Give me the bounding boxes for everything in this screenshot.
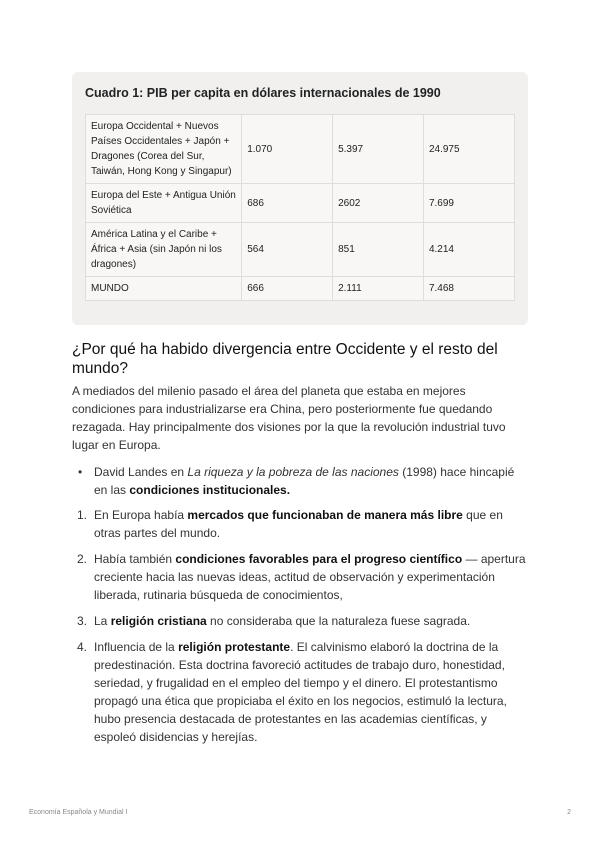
- table-cell-region: Europa Occidental + Nuevos Países Occidentales + Japón + Dragones (Corea del Sur, Taiwán, Hong Kong y Singapur): [86, 115, 242, 184]
- item-text-pre: Había también: [94, 552, 176, 566]
- gdp-table: [85, 114, 515, 301]
- table-card: [72, 72, 528, 325]
- table-cell-value: 851: [333, 223, 424, 277]
- footer-page-number: 2: [567, 809, 571, 816]
- book-title: La riqueza y la pobreza de las naciones: [187, 465, 399, 479]
- bullet-text-pre: David Landes en: [94, 465, 188, 479]
- table-cell-value: 686: [242, 184, 333, 223]
- item-text-bold: mercados que funcionaban de manera más libre: [187, 508, 463, 522]
- item-text-post: . El calvinismo elaboró la doctrina de la predestinación. Esta doctrina favoreció actitudes de trabajo duro, honestidad, seriedad, y frugalidad en el empleo del tiempo y el dinero. El protestantismo propagó una ética que propiciaba el éxito en los negocios, estimuló la lectura, hubo presencia destacada de protestantes en las academias científicas, y espoleó disidencias y herejías.: [94, 640, 507, 744]
- item-text-bold: condiciones favorables para el progreso científico: [175, 552, 463, 566]
- list-item: [72, 506, 528, 542]
- table-cell-value: 24.975: [423, 115, 514, 184]
- table-row: [86, 277, 515, 301]
- list-item: [72, 612, 528, 630]
- table-cell-value: 7.468: [423, 277, 514, 301]
- table-cell-value: 7.699: [423, 184, 514, 223]
- list-item: [72, 463, 528, 499]
- item-text-post: — apertura creciente hacia las nuevas ideas, actitud de observación y experimentación liberada, rutinaria búsqueda de conocimientos,: [94, 552, 526, 602]
- item-number: 2.: [77, 552, 88, 566]
- table-row: [86, 223, 515, 277]
- item-text-pre: Influencia de la: [94, 640, 179, 654]
- numbered-list: [72, 506, 528, 754]
- table-row: [86, 184, 515, 223]
- table-cell-region: Europa del Este + Antigua Unión Soviética: [86, 184, 242, 223]
- item-text-bold: religión cristiana: [110, 614, 207, 628]
- item-number: 3.: [77, 614, 88, 628]
- table-cell-value: 666: [242, 277, 333, 301]
- item-text-pre: La: [94, 614, 111, 628]
- bullet-marker: •: [78, 465, 83, 479]
- footer-course-name: Economía Española y Mundial I: [29, 809, 128, 816]
- table-cell-value: 4.214: [423, 223, 514, 277]
- item-text-post: que en otras partes del mundo.: [94, 508, 503, 540]
- bullet-list: [72, 463, 528, 499]
- item-text-post: no consideraba que la naturaleza fuese sagrada.: [206, 614, 471, 628]
- bullet-text-mid: (1998) hace hincapié en las: [94, 465, 515, 497]
- table-cell-value: 1.070: [242, 115, 333, 184]
- item-number: 1.: [77, 508, 88, 522]
- list-item: [72, 638, 528, 746]
- table-cell-region: América Latina y el Caribe + África + Asia (sin Japón ni los dragones): [86, 223, 242, 277]
- table-cell-value: 5.397: [333, 115, 424, 184]
- table-cell-value: 2.111: [333, 277, 424, 301]
- table-cell-region: MUNDO: [86, 277, 242, 301]
- table-row: [86, 115, 515, 184]
- item-text-bold: religión protestante: [178, 640, 291, 654]
- table-cell-value: 564: [242, 223, 333, 277]
- list-item: [72, 550, 528, 604]
- item-number: 4.: [77, 640, 88, 654]
- intro-paragraph: A mediados del milenio pasado el área del planeta que estaba en mejores condiciones para industrializarse era China, pero posteriormente fue quedando rezagada. Hay principalmente dos visiones por la que la revolución industrial tuvo lugar en Europa.: [72, 384, 506, 452]
- bullet-text-bold: condiciones institucionales.: [129, 483, 291, 497]
- item-text-pre: En Europa había: [94, 508, 188, 522]
- table-title: Cuadro 1: PIB per capita en dólares internacionales de 1990: [85, 86, 441, 100]
- section-heading: ¿Por qué ha habido divergencia entre Occidente y el resto del mundo?: [72, 341, 498, 377]
- table-cell-value: 2602: [333, 184, 424, 223]
